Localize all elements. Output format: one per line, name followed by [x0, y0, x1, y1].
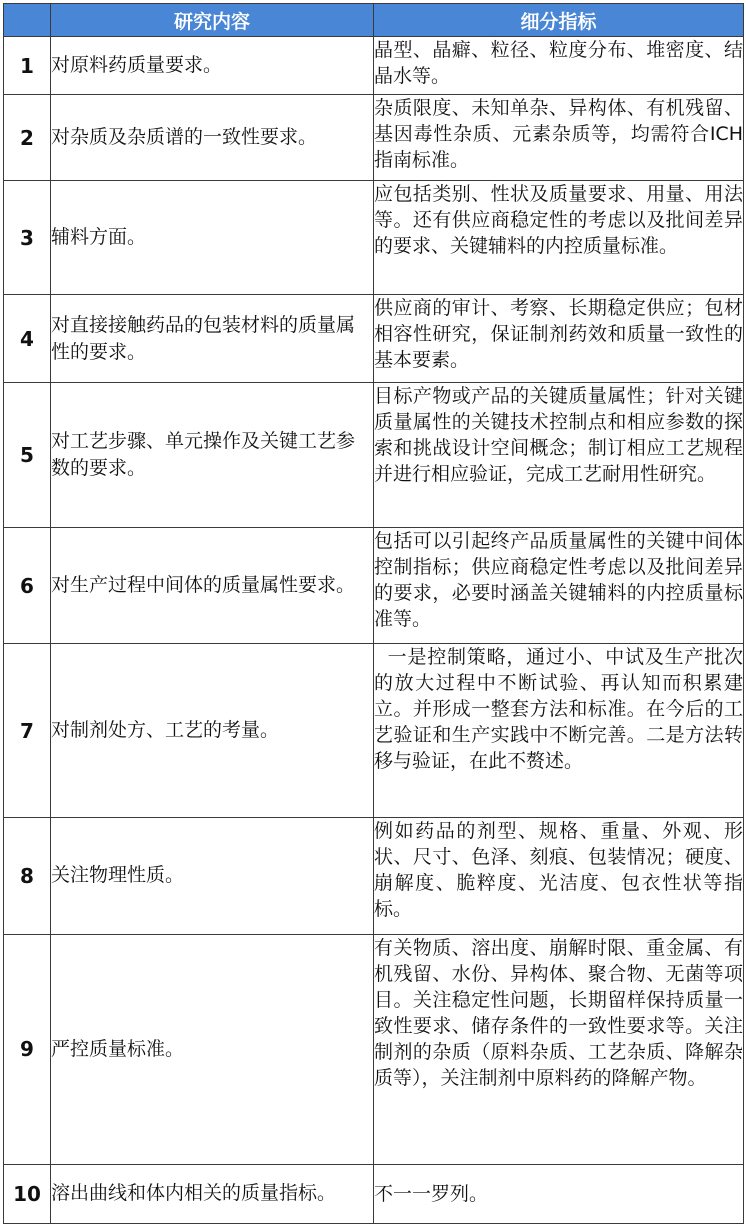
- row-number: 6: [4, 528, 51, 644]
- detail-indicators: 不一一罗列。: [374, 1164, 744, 1223]
- table-row: [4, 644, 744, 817]
- research-content: 对直接接触药品的包装材料的质量属性的要求。: [51, 295, 374, 383]
- row-number: 3: [4, 181, 51, 295]
- header-blank-cell: [4, 4, 51, 37]
- row-number: 4: [4, 295, 51, 383]
- research-content: 严控质量标准。: [51, 934, 374, 1164]
- research-content: 辅料方面。: [51, 181, 374, 295]
- detail-indicators: 杂质限度、未知单杂、异构体、有机残留、基因毒性杂质、元素杂质等，均需符合ICH指南标准。: [374, 95, 744, 181]
- table-row: [4, 383, 744, 528]
- row-number: 1: [4, 37, 51, 95]
- detail-indicators: 一是控制策略，通过小、中试及生产批次的放大过程中不断试验、再认知而积累建立。并形成一整套方法和标准。在今后的工艺验证和生产实践中不断完善。二是方法转移与验证，在此不赘述。: [374, 644, 744, 817]
- table-row: [4, 295, 744, 383]
- row-number: 9: [4, 934, 51, 1164]
- research-content: 对杂质及杂质谱的一致性要求。: [51, 95, 374, 181]
- detail-indicators: 晶型、晶癖、粒径、粒度分布、堆密度、结晶水等。: [374, 37, 744, 95]
- table-row: [4, 817, 744, 934]
- research-content: 对原料药质量要求。: [51, 37, 374, 95]
- detail-indicators: 目标产物或产品的关键质量属性；针对关键质量属性的关键技术控制点和相应参数的探索和挑战设计空间概念；制订相应工艺规程并进行相应验证，完成工艺耐用性研究。: [374, 383, 744, 528]
- row-number: 10: [4, 1164, 51, 1223]
- row-number: 2: [4, 95, 51, 181]
- detail-indicators: 例如药品的剂型、规格、重量、外观、形状、尺寸、色泽、刻痕、包装情况；硬度、崩解度、脆粹度、光洁度、包衣性状等指标。: [374, 817, 744, 934]
- research-content: 对生产过程中间体的质量属性要求。: [51, 528, 374, 644]
- detail-indicators: 供应商的审计、考察、长期稳定供应；包材相容性研究，保证制剂药效和质量一致性的基本要素。: [374, 295, 744, 383]
- research-content: 对工艺步骤、单元操作及关键工艺参数的要求。: [51, 383, 374, 528]
- row-number: 8: [4, 817, 51, 934]
- header-research-content: 研究内容: [51, 4, 374, 37]
- quality-requirements-table: [3, 3, 744, 1224]
- table-header-row: [4, 4, 744, 37]
- row-number: 5: [4, 383, 51, 528]
- research-content: 溶出曲线和体内相关的质量指标。: [51, 1164, 374, 1223]
- research-content: 对制剂处方、工艺的考量。: [51, 644, 374, 817]
- detail-indicators: 有关物质、溶出度、崩解时限、重金属、有机残留、水份、异构体、聚合物、无菌等项目。关注稳定性问题，长期留样保持质量一致性要求、储存条件的一致性要求等。关注制剂的杂质（原料杂质、工艺杂质、降解杂质等），关注制剂中原料药的降解产物。: [374, 934, 744, 1164]
- table-row: [4, 95, 744, 181]
- detail-indicators: 包括可以引起终产品质量属性的关键中间体控制指标；供应商稳定性考虑以及批间差异的要求，必要时涵盖关键辅料的内控质量标准等。: [374, 528, 744, 644]
- row-number: 7: [4, 644, 51, 817]
- table-row: [4, 1164, 744, 1223]
- header-detail-indicators: 细分指标: [374, 4, 744, 37]
- research-content: 关注物理性质。: [51, 817, 374, 934]
- table-row: [4, 37, 744, 95]
- table-row: [4, 934, 744, 1164]
- table-row: [4, 181, 744, 295]
- table-row: [4, 528, 744, 644]
- detail-indicators: 应包括类别、性状及质量要求、用量、用法等。还有供应商稳定性的考虑以及批间差异的要求、关键辅料的内控质量标准。: [374, 181, 744, 295]
